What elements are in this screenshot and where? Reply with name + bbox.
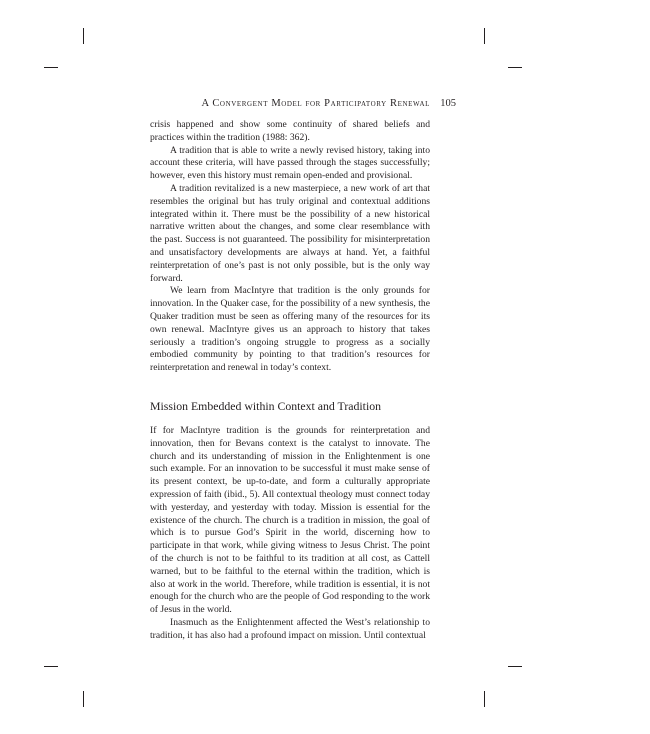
crop-mark — [508, 67, 522, 68]
paragraph: A tradition that is able to write a newly revised history, taking into account these criteria, will have passed through the stages successfully; however, even this history must remain open-ended and provisional. — [150, 144, 430, 182]
body-text — [150, 119, 430, 642]
paragraph: If for MacIntyre tradition is the grounds for reinterpretation and innovation, then for Bevans context is the catalyst to innovate. The church and its understanding of mission in the Enlightenment is one such example. For an innovation to be successful it must make sense of its present context, be up-to-date, and form a culturally appropriate expression of faith (ibid., 5). All contextual theology must connect today with yesterday, and yesterday with today. Mission is essential for the existence of the church. The church is a tradition in mission, the goal of which is to pursue God’s Spirit in the world, discerning how to participate in that work, while giving witness to Jesus Christ. The point of the church is not to be faithful to its tradition at all cost, as Cattell warned, but to be faithful to the eternal within the tradition, which is also at work in the world. Therefore, while tradition is essential, it is not enough for the church who are the people of God responding to the work of Jesus in the world. — [150, 424, 431, 616]
paragraph: Inasmuch as the Enlightenment affected the West’s relationship to tradition, it has also had a profound impact on mission. Until contextual — [150, 616, 430, 641]
page-number: 105 — [440, 98, 456, 109]
running-head-title: A Convergent Model for Participatory Renewal — [201, 98, 430, 109]
paragraph: crisis happened and show some continuity of shared beliefs and practices within the tradition (1988: 362). — [150, 119, 430, 143]
paragraph: A tradition revitalized is a new masterpiece, a new work of art that resembles the original but has truly original and contextual additions integrated within it. There must be the possibility of a new historical narrative written about the changes, and some clear resemblance with the past. Success is not guaranteed. The possibility for misinterpretation and unsatisfactory developments are always at hand. Yet, a faithful reinterpretation of one’s past is not only possible, but is the only way forward. — [150, 182, 430, 284]
paragraph: We learn from MacIntyre that tradition is the only grounds for innovation. In the Quaker case, for the possibility of a new synthesis, the Quaker tradition must be seen as offering many of the resources for its own renewal. MacIntyre gives us an approach to history that takes seriously a tradition’s ongoing struggle to progress as a socially embodied community by pointing to that tradition’s resources for reinterpretation and renewal in today’s context. — [150, 285, 430, 374]
crop-mark — [83, 691, 84, 707]
crop-mark — [83, 28, 84, 44]
crop-mark — [484, 691, 485, 707]
crop-mark — [44, 67, 58, 68]
section-heading: Mission Embedded within Context and Tradition — [150, 398, 382, 413]
crop-mark — [508, 666, 522, 667]
crop-mark — [44, 666, 58, 667]
crop-mark — [484, 28, 485, 44]
